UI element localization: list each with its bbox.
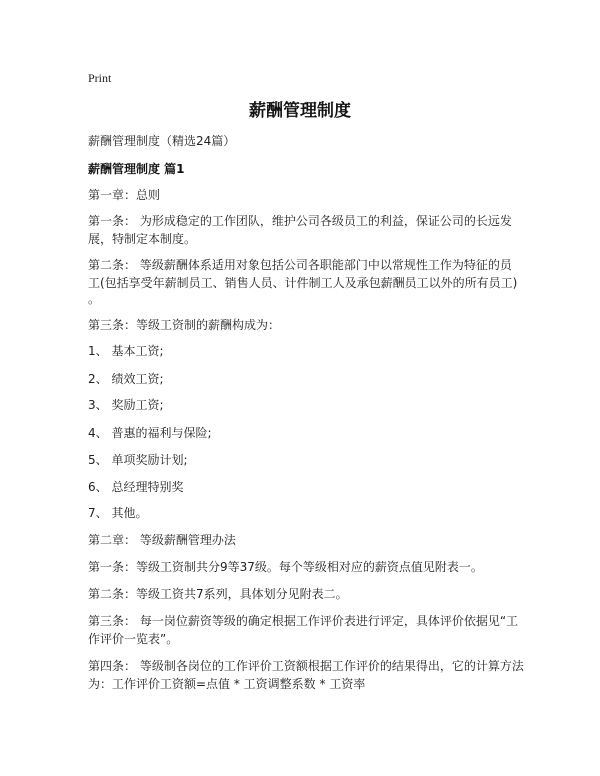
paragraph-line: 。	[88, 292, 101, 306]
list-item: 7、 其他。	[88, 506, 148, 520]
paragraph-line: 工(包括享受年薪制员工、销售人员、计件制工人及承包薪酬员工以外的所有员工)	[88, 276, 518, 290]
paragraph-line: 第二条： 等级薪酬体系适用对象包括公司各职能部门中以常规性工作为特征的员	[88, 258, 512, 272]
paragraph-line: 为：工作评价工资额=点值 * 工资调整系数 * 工资率	[88, 677, 366, 691]
chapter-heading: 第一章：总则	[88, 188, 161, 202]
section-heading: 薪酬管理制度 篇1	[88, 162, 185, 176]
paragraph-line: 作评价一览表”。	[88, 632, 179, 646]
paragraph-line: 第三条：等级工资制的薪酬构成为：	[88, 318, 281, 332]
chapter-heading: 第二章： 等级薪酬管理办法	[88, 533, 236, 547]
document-subtitle: 薪酬管理制度（精选24篇）	[88, 134, 236, 148]
list-item: 4、 普惠的福利与保险;	[88, 426, 212, 440]
list-item: 3、 奖励工资;	[88, 398, 164, 412]
list-item: 5、 单项奖励计划;	[88, 453, 188, 467]
paragraph-line: 第四条： 等级制各岗位的工作评价工资额根据工作评价的结果得出，它的计算方法	[88, 659, 524, 673]
page-title: 薪酬管理制度	[249, 101, 351, 121]
paragraph-line: 第一条：等级工资制共分9等37级。每个等级相对应的薪资点值见附表一。	[88, 560, 483, 574]
list-item: 1、 基本工资;	[88, 344, 164, 358]
paragraph-line: 第二条：等级工资共7系列，具体划分见附表二。	[88, 587, 348, 601]
paragraph-line: 第三条： 每一岗位薪资等级的确定根据工作评价表进行评定，具体评价依据见“工	[88, 614, 519, 628]
list-item: 6、 总经理特别奖	[88, 480, 184, 494]
print-link[interactable]: Print	[88, 71, 112, 85]
paragraph-line: 第一条： 为形成稳定的工作团队，维护公司各级员工的利益，保证公司的长远发	[88, 214, 512, 228]
list-item: 2、 绩效工资;	[88, 372, 164, 386]
paragraph-line: 展，特制定本制度。	[88, 232, 197, 246]
